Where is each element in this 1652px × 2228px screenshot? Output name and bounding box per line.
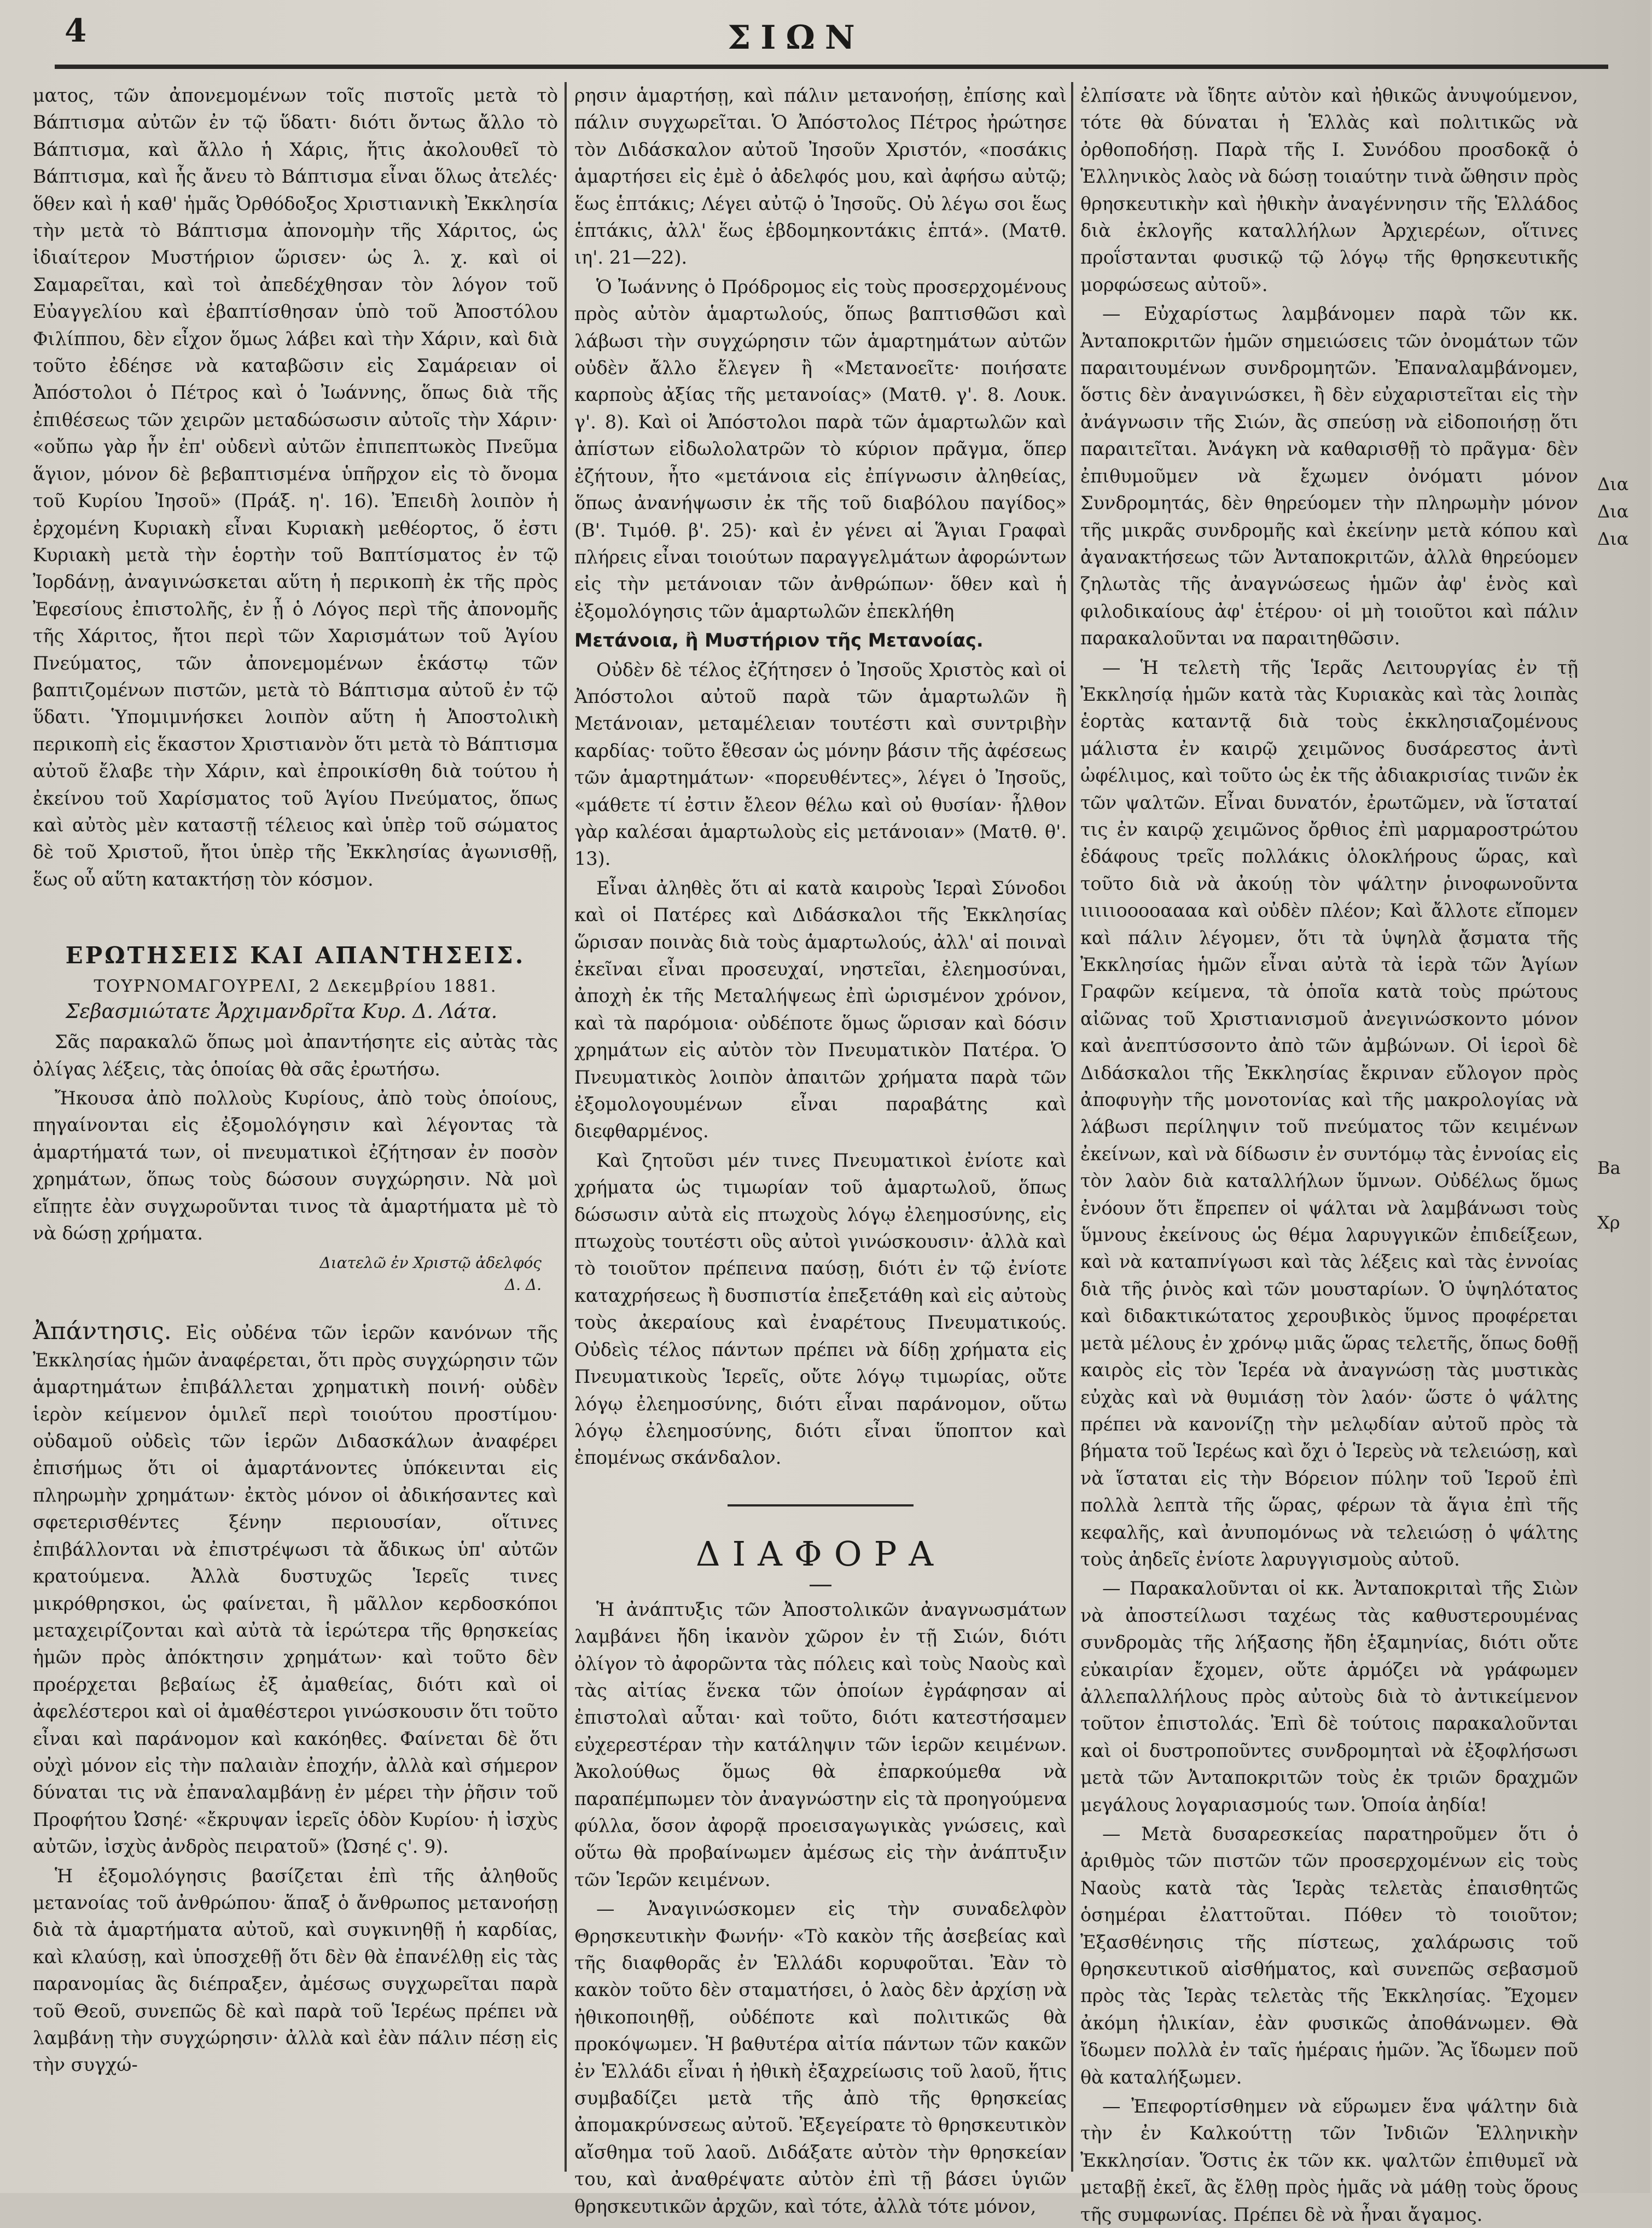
col2-paragraph-3: Οὐδὲν δὲ τέλος ἐζήτησεν ὁ Ἰησοῦς Χριστὸς καὶ οἱ Ἀπόστολοι αὐτοῦ παρὰ τῶν ἁμαρτωλῶν ἢ Μετάνοιαν, μεταμέλειαν τουτέστι καὶ συντριβὴν καρδίας· τοῦτο ἔθεσαν ὡς μόνην βάσιν τῆς ἀφέσεως τῶν ἁμαρτημάτων· «πορευθέντες», λέγει ὁ Ἰησοῦς, «μάθετε τί ἐστιν ἔλεον θέλω καὶ οὐ θυσίαν· ἦλθον γὰρ καλέσαι ἁμαρτωλοὺς εἰς μετάνοιαν» (Ματθ. θ'. 13). bbox=[574, 659, 1067, 870]
col3-paragraph-4: — Παρακαλοῦνται οἱ κκ. Ἀνταποκριταὶ τῆς Σιὼν νὰ ἀποστείλωσι ταχέως τὰς καθυστερουμένας συνδρομὰς τῆς λήξασης ἤδη ἑξαμηνίας, διότι οὔτε εὐκαιρίαν ἔχομεν, οὔτε ἁρμόζει νὰ γράφωμεν ἀλλεπαλλήλους πρὸς αὐτοὺς διὰ τὸ ἀντικείμενον τοῦτον ἐπιστολάς. Ἐπὶ δὲ τούτοις παρακαλοῦνται καὶ οἱ δυστροποῦντες συνδρομηταὶ νὰ ἐξοφλήσωσι μετὰ τῶν Ἀνταποκριτῶν τοὺς ἐκ τριῶν δραχμῶν μεγάλους λογαριασμούς των. Ὁποία ἀηδία! bbox=[1080, 1578, 1578, 1816]
journal-title: ΣΙΩΝ bbox=[728, 19, 865, 57]
qa-section-title: ΕΡΩΤΗΣΕΙΣ ΚΑΙ ΑΠΑΝΤΗΣΕΙΣ. bbox=[65, 942, 526, 969]
column-2 bbox=[574, 82, 1067, 2217]
col2-paragraph-2: Ὁ Ἰωάννης ὁ Πρόδρομος εἰς τοὺς προσερχομένους πρὸς αὐτὸν ἁμαρτωλούς, ὅπως βαπτισθῶσι καὶ λάβωσι τὴν συγχώρησιν τῶν ἁμαρτημάτων αὐτῶν οὐδὲν ἄλλο ἔλεγεν ἢ «Μετανοεῖτε· ποιήσατε καρποὺς ἀξίας τῆς μετανοίας» (Ματθ. γ'. 8. Λουκ. γ'. 8). Καὶ οἱ Ἀπόστολοι παρὰ τῶν ἁμαρτωλῶν καὶ ἀπίστων εἰδωλολατρῶν τὸ κύριον πρᾶγμα, ὅπερ ἐζήτουν, ἦτο «μετάνοια εἰς ἐπίγνωσιν ἀληθείας, ὅπως ἀνανήψωσιν ἐκ τῆς τοῦ διαβόλου παγίδος» (Β'. Τιμόθ. β'. 25)· καὶ ἐν γένει αἱ Ἅγιαι Γραφαὶ πλήρεις εἶναι τοιούτων παραγγελμάτων ἀφορώντων εἰς τὴν μετάνοιαν τῶν ἀνθρώπων· ὅθεν καὶ ἡ ἐξομολόγησις τῶν ἁμαρτωλῶν ἐπεκλήθη bbox=[574, 276, 1067, 622]
letter-signature bbox=[33, 1252, 542, 1296]
question-paragraph-1: Σᾶς παρακαλῶ ὅπως μοὶ ἀπαντήσητε εἰς αὐτὰς τὰς ὀλίγας λέξεις, τὰς ὁποίας θὰ σᾶς ἐρωτήσω. bbox=[33, 1031, 558, 1080]
col2-paragraph-6: Ἡ ἀνάπτυξις τῶν Ἀποστολικῶν ἀναγνωσμάτων λαμβάνει ἤδη ἱκανὸν χῶρον ἐν τῇ Σιών, διότι ὀλίγον τὸ ἀφορῶντα τὰς πόλεις καὶ τοὺς Ναοὺς καὶ τὰς αἰτίας ἕνεκα τῶν ὁποίων ἐγράφησαν αἱ ἐπιστολαὶ αὗται· καὶ τοῦτο, διότι κατεστήσαμεν εὐχερεστέραν τὴν κατάληψιν τῶν ἱερῶν κειμένων. Ἀκολούθως ὅμως θὰ ἐπαρκούμεθα νὰ παραπέμπωμεν τὸν ἀναγνώστην εἰς τὰ προηγούμενα φύλλα, ὅσον ἀφορᾷ προεισαγωγικὰς γνώσεις, καὶ οὕτω θὰ προβαίνωμεν ἀμέσως εἰς τὴν ἀνάπτυξιν τῶν Ἱερῶν κειμένων. bbox=[574, 1598, 1067, 1890]
edge-fragment: Δια bbox=[1597, 474, 1629, 495]
signature-line-1: Διατελῶ ἐν Χριστῷ ἀδελφός bbox=[319, 1254, 542, 1272]
answer-lead: Ἀπάντησις. bbox=[33, 1317, 172, 1346]
section-separator bbox=[728, 1504, 914, 1506]
answer-paragraph-1 bbox=[33, 1318, 558, 1860]
col3-paragraph-3: — Ἡ τελετὴ τῆς Ἱερᾶς Λειτουργίας ἐν τῇ Ἐκκλησίᾳ ἡμῶν κατὰ τὰς Κυριακὰς καὶ τὰς λοιπὰς ἑορτὰς καταντᾷ διὰ τοὺς ἐκκλησιαζομένους μάλιστα ἐν καιρῷ χειμῶνος δυσάρεστος ἀντὶ ὠφέλιμος, καὶ τοῦτο ὡς ἐκ τῆς ἀδιακρισίας τινῶν ἐκ τῶν ψαλτῶν. Εἶναι δυνατόν, ἐρωτῶμεν, νὰ ἵσταταί τις ἐν καιρῷ χειμῶνος ὄρθιος ἐπὶ μαρμαροστρώτου ἐδάφους τρεῖς πολλάκις ὁλοκλήρους ὥρας, καὶ τοῦτο διὰ νὰ ἀκούῃ τὸν ψάλτην ῥινοφωνοῦντα ιιιιιοοοοαααα καὶ οὐδὲν πλέον; Καὶ ἄλλοτε εἴπομεν καὶ πάλιν λέγομεν, ὅτι τὰ ὑψηλὰ ᾄσματα τῆς Ἐκκλησίας ἡμῶν εἶναι αὐτὰ τὰ ἱερὰ τῶν Ἁγίων Γραφῶν κείμενα, τὰ ὁποῖα κατὰ τοὺς πρώτους αἰῶνας τοῦ Χριστιανισμοῦ ἀνεγινώσκοντο μόνον καὶ ἀνεπτύσσοντο ἀπὸ τῶν ἀμβώνων. Οἱ ἱεροὶ δὲ Διδάσκαλοι τῆς Ἐκκλησίας ἔκριναν εὔλογον πρὸς ἀποφυγὴν τῆς μονοτονίας καὶ τῆς μακρολογίας νὰ λάβωσι περίληψιν τοῦ πνεύματος τῶν κειμένων ἐκείνων, καὶ νὰ δίδωσιν ἐν συντόμῳ τὰς ἐννοίας εἰς τὸν λαὸν διὰ καταλλήλων ὕμνων. Οὐδέλως ὅμως ἐνόουν ὅτι ἔπρεπεν οἱ ψάλται νὰ λαμβάνωσι τοὺς ὕμνους ἐκείνους ὡς θέμα λαρυγγικῶν ἐπιδείξεων, καὶ νὰ καταπνίγωσι καὶ τὰς λέξεις καὶ τὰς ἐννοίας διὰ τῆς ῥινὸς καὶ τῶν μουσταρίων. Ὁ ὑψηλότατος καὶ διδακτικώτατος χερουβικὸς ὕμνος προφέρεται μετὰ μέλους ἐν χρόνῳ μιᾶς ὥρας τελετῆς, ὅπως δοθῇ καιρὸς εἰς τὸν Ἱερέα νὰ ἀναγνώσῃ τὰς μυστικὰς εὐχὰς καὶ νὰ θυμιάσῃ τὸν λαόν· ὥστε ὁ ψάλτης πρέπει νὰ κανονίζῃ τὴν μελῳδίαν αὐτοῦ πρὸς τὰ βήματα τοῦ Ἱερέως καὶ ὄχι ὁ Ἱερεὺς νὰ τελειώσῃ, καὶ νὰ ἵσταται εἰς τὴν Βόρειον πύλην τοῦ Ἱεροῦ ἐπὶ πολλὰ λεπτὰ τῆς ὥρας, φέρων τὰ ἅγια ἐπὶ τῆς κεφαλῆς, καὶ ἀνυπομόνως νὰ τελειώσῃ ὁ ψάλτης τοὺς ἀηδεῖς ἐνίοτε λαρυγγισμοὺς αὐτοῦ. bbox=[1080, 656, 1578, 1570]
letter-salutation: Σεβασμιώτατε Ἀρχιμανδρῖτα Κυρ. Δ. Λάτα. bbox=[66, 1000, 498, 1023]
edge-fragment: Ba bbox=[1597, 1157, 1621, 1178]
edge-fragment: Xρ bbox=[1597, 1212, 1620, 1233]
col2-paragraph-1: ρησιν ἁμαρτήσῃ, καὶ πάλιν μετανοήσῃ, ἐπίσης καὶ πάλιν συγχωρεῖται. Ὁ Ἀπόστολος Πέτρος ἠρώτησε τὸν Διδάσκαλον αὐτοῦ Ἰησοῦν Χριστόν, «ποσάκις ἁμαρτήσει εἰς ἐμὲ ὁ ἀδελφός μου, καὶ ἀφήσω αὐτῷ; ἕως ἑπτάκις; Λέγει αὐτῷ ὁ Ἰησοῦς. Οὐ λέγω σοι ἕως ἑπτάκις, ἀλλ' ἕως ἑβδομηκοντάκις ἑπτά». (Ματθ. ιη'. 21—22). bbox=[574, 85, 1067, 269]
answer-text-1: Εἰς οὐδένα τῶν ἱερῶν κανόνων τῆς Ἐκκλησίας ἡμῶν ἀναφέρεται, ὅτι πρὸς συγχώρησιν τῶν ἁμαρτημάτων ἐπιβάλλεται χρηματικὴ ποινή· οὐδὲν ἱερὸν κείμενον ὁμιλεῖ περὶ τοιούτου προστίμου· οὐδαμοῦ οὐδεὶς τῶν ἱερῶν Διδασκάλων ἀναφέρει ἐπισήμως ὅτι οἱ ἁμαρτάνοντες ὑπόκεινται εἰς πληρωμὴν χρημάτων· ἐκτὸς μόνον οἱ ἀδικήσαντες καὶ σφετερισθέντες ξένην περιουσίαν, οἵτινες ἐπιβάλλονται νὰ ἐπιστρέψωσι τὰ ἄδικως ὑπ' αὐτῶν κρατούμενα. Ἀλλὰ δυστυχῶς Ἱερεῖς τινες μικρόθρησκοι, ὡς φαίνεται, ἢ μᾶλλον κερδοσκόποι μεταχειρίζονται καὶ αὐτὰ τὰ ἱερώτερα τῆς θρησκείας ἡμῶν πρὸς ἀπόκτησιν χρημάτων· καὶ τοῦτο δὲν προέρχεται βεβαίως ἐξ ἀμαθείας, διότι καὶ οἱ ἀφελέστεροι καὶ οἱ ἀμαθέστεροι γινώσκουσιν ὅτι τοῦτο εἶναι καὶ παράνομον καὶ κακόηθες. Φαίνεται δὲ ὅτι οὐχὶ μόνον εἰς τὴν παλαιὰν ἐποχήν, ἀλλὰ καὶ σήμερον δύναται τις νὰ ἐπαναλαμβάνῃ ἐν μέρει τὴν ῥῆσιν τοῦ Προφήτου Ὠσηέ· «ἔκρυψαν ἱερεῖς ὁδὸν Κυρίου· ἡ ἰσχὺς αὐτῶν, ἰσχὺς ἀνδρὸς πειρατοῦ» (Ὠσηέ ς'. 9). bbox=[33, 1322, 558, 1858]
column-divider-1 bbox=[565, 82, 567, 2172]
question-paragraph-2: Ἤκουσα ἀπὸ πολλοὺς Κυρίους, ἀπὸ τοὺς ὁποίους, πηγαίνονται εἰς ἐξομολόγησιν καὶ λέγοντας τὰ ἁμαρτήματά των, οἱ πνευματικοὶ ἐζήτησαν ἐν ποσὸν χρημάτων, ὅπως τοὺς δώσουν συγχώρησιν. Νὰ μοὶ εἴπῃτε ἐὰν συγχωροῦνται τινος τὰ ἁμαρτήματα μὲ τὸ νὰ δώσῃ χρήματα. bbox=[33, 1087, 558, 1244]
col1-paragraph-1: ματος, τῶν ἀπονεμομένων τοῖς πιστοῖς μετὰ τὸ Βάπτισμα αὐτῶν ἐν τῷ ὕδατι· διότι ὄντως ἄλλο τὸ Βάπτισμα, καὶ ἄλλο ἡ Χάρις, ἥτις ἀκολουθεῖ τὸ Βάπτισμα, καὶ ἧς ἄνευ τὸ Βάπτισμα εἶναι ὅλως ἀτελές· ὅθεν καὶ ἡ καθ' ἡμᾶς Ὀρθόδοξος Χριστιανικὴ Ἐκκλησία τὴν μετὰ τὸ Βάπτισμα ἀπονομὴν τῆς Χάριτος, ὡς ἰδιαίτερον Μυστήριον ὥρισεν· ὡς λ. χ. καὶ οἱ Σαμαρεῖται, καὶ τοὶ ἀπεδέχθησαν τὸν λόγον τοῦ Εὐαγγελίου καὶ ἐβαπτίσθησαν ὑπὸ τοῦ Ἀποστόλου Φιλίππου, δὲν εἶχον ὅμως λάβει καὶ τὴν Χάριν, καὶ διὰ τοῦτο ἐδέησε νὰ καταβῶσιν εἰς Σαμάρειαν οἱ Ἀπόστολοι ὁ Πέτρος καὶ ὁ Ἰωάννης, ὅπως διὰ τῆς ἐπιθέσεως τῶν χειρῶν μεταδώσωσιν αὐτοῖς τὴν Χάριν· «οὔπω γὰρ ἦν ἐπ' οὐδενὶ αὐτῶν ἐπιπεπτωκὸς Πνεῦμα ἅγιον, μόνον δὲ βεβαπτισμένα ὑπῆρχον εἰς τὸ ὄνομα τοῦ Κυρίου Ἰησοῦ» (Πράξ. η'. 16). Ἐπειδὴ λοιπὸν ἡ ἐρχομένη Κυριακὴ εἶναι Κυριακὴ μεθέορτος, ὅ ἐστι Κυριακὴ μετὰ τὴν ἑορτὴν τοῦ Βαπτίσματος ἐν τῷ Ἰορδάνῃ, ἀναγινώσκεται αὕτη ἡ περικοπὴ ἐκ τῆς πρὸς Ἐφεσίους ἐπιστολῆς, ἐν ᾗ ὁ Λόγος περὶ τῆς ἀπονομῆς τῆς Χάριτος, ἤτοι περὶ τῶν Χαρισμάτων τοῦ Ἁγίου Πνεύματος, τῶν ἀπονεμομένων ἑκάστῳ τῶν βαπτιζομένων πιστῶν, μετὰ τὸ Βάπτισμα αὐτοῦ ἐν τῷ ὕδατι. Ὑπομιμνήσκει λοιπὸν αὕτη ἡ Ἀποστολικὴ περικοπὴ εἰς ἕκαστον Χριστιανὸν ὅτι μετὰ τὸ Βάπτισμα αὐτοῦ ἔλαβε τὴν Χάριν, καὶ ἐπροικίσθη διὰ τούτου ἡ ἐκείνου τοῦ Χαρίσματος τοῦ Ἁγίου Πνεύματος, ὅπως καὶ αὐτὸς μὲν καταστῇ τέλειος καὶ ὑπὲρ τοῦ σώματος δὲ τοῦ Χριστοῦ, ἤτοι ὑπὲρ τῆς Ἐκκλησίας ἀγωνισθῇ, ἕως οὗ αὕτη κατακτήσῃ τὸν κόσμον. bbox=[33, 85, 558, 890]
column-1 bbox=[33, 82, 558, 2177]
col3-paragraph-6: — Ἐπεφορτίσθημεν νὰ εὕρωμεν ἕνα ψάλτην διὰ τὴν ἐν Καλκούττῃ τῶν Ἰνδιῶν Ἑλληνικὴν Ἐκκλησίαν. Ὅστις ἐκ τῶν κκ. ψαλτῶν ἐπιθυμεῖ νὰ μεταβῇ ἐκεῖ, ἂς ἔλθῃ πρὸς ἡμᾶς νὰ μάθῃ τοὺς ὅρους τῆς συμφωνίας. Πρέπει δὲ νὰ ἦναι ἄγαμος. bbox=[1080, 2096, 1578, 2225]
col3-paragraph-5: — Μετὰ δυσαρεσκείας παρατηροῦμεν ὅτι ὁ ἀριθμὸς τῶν πιστῶν τῶν προσερχομένων εἰς τοὺς Ναοὺς κατὰ τὰς Ἱερὰς τελετὰς ἐπαισθητῶς ὁσημέραι ἐλαττοῦται. Πόθεν τὸ τοιοῦτον; Ἐξασθένησις τῆς πίστεως, χαλάρωσις τοῦ θρησκευτικοῦ αἰσθήματος, καὶ συνεπῶς σεβασμοῦ πρὸς τὰς Ἱερὰς τελετὰς τῆς Ἐκκλησίας. Ἔχομεν ἀκόμη ἡλικίαν, ἐὰν φυσικῶς ἀποθάνωμεν. Θὰ ἴδωμεν πολλὰ ἐν ταῖς ἡμέραις ἡμῶν. Ἂς ἴδωμεν ποῦ θὰ καταλήξωμεν. bbox=[1080, 1823, 1578, 2088]
diafora-section-title: ΔΙΑΦΟΡΑ bbox=[695, 1533, 946, 1574]
header-rule bbox=[55, 65, 1608, 69]
edge-fragment: Δια bbox=[1597, 501, 1629, 522]
col2-paragraph-4: Εἶναι ἀληθὲς ὅτι αἱ κατὰ καιροὺς Ἱεραὶ Σύνοδοι καὶ οἱ Πατέρες καὶ Διδάσκαλοι τῆς Ἐκκλησίας ὥρισαν ποινὰς διὰ τοὺς ἁμαρτωλούς, ἀλλ' αἱ ποιναὶ ἐκεῖναι εἶναι προσευχαί, νηστεῖαι, ἐλεημοσύναι, ἀποχὴ ἐκ τῆς Μεταλήψεως ἐπὶ ὡρισμένον χρόνον, καὶ τὰ παρόμοια· οὐδέποτε ὅμως ὥρισαν καὶ δόσιν χρημάτων εἰς αὐτὸν τὸν Πνευματικὸν Πατέρα. Ὁ Πνευματικὸς λοιπὸν ἀπαιτῶν χρήματα παρὰ τῶν ἐξομολογουμένων εἶναι παραβάτης καὶ διεφθαρμένος. bbox=[574, 877, 1067, 1142]
column-divider-2 bbox=[1071, 82, 1073, 2172]
column-3 bbox=[1080, 82, 1578, 2225]
col2-paragraph-7: — Ἀναγινώσκομεν εἰς τὴν συναδελφὸν Θρησκευτικὴν Φωνήν· «Τὸ κακὸν τῆς ἀσεβείας καὶ τῆς διαφθορᾶς ἐν Ἑλλάδι κορυφοῦται. Ἐὰν τὸ κακὸν τοῦτο δὲν σταματήσει, ὁ λαὸς δὲν ἀρχίσῃ νὰ ἠθικοποιηθῇ, οὐδέποτε καὶ πολιτικῶς θὰ προκόψωμεν. Ἡ βαθυτέρα αἰτία πάντων τῶν κακῶν ἐν Ἑλλάδι εἶναι ἡ ἠθικὴ ἐξαχρείωσις τοῦ λαοῦ, ἥτις συμβαδίζει μετὰ τῆς ἀπὸ τῆς θρησκείας ἀπομακρύνσεως αὐτοῦ. Ἐξεγείρατε τὸ θρησκευτικὸν αἴσθημα τοῦ λαοῦ. Διδάξατε αὐτὸν τὴν θρησκείαν του, καὶ ἀναθρέψατε αὐτὸν ἐπὶ τῇ βάσει ὑγιῶν θρησκευτικῶν ἀρχῶν, καὶ τότε, ἀλλὰ τότε μόνον, bbox=[574, 1898, 1067, 2217]
repentance-heading: Μετάνοια, ἢ Μυστήριον τῆς Μετανοίας. bbox=[574, 630, 984, 651]
edge-fragment: Δια bbox=[1597, 528, 1629, 549]
letter-dateline: ΤΟΥΡΝΟΜΑΓΟΥΡΕΛΙ, 2 Δεκεμβρίου 1881. bbox=[94, 976, 497, 997]
answer-paragraph-2: Ἡ ἐξομολόγησις βασίζεται ἐπὶ τῆς ἀληθοῦς μετανοίας τοῦ ἀνθρώπου· ἅπαξ ὁ ἄνθρωπος μετανοήσῃ διὰ τὰ ἁμαρτήματα αὐτοῦ, καὶ συγκινηθῇ ἡ καρδίας, καὶ κλαύσῃ, καὶ ὑποσχεθῇ ὅτι δὲν θὰ ἐπανέλθῃ εἰς τὰς παρανομίας ἃς διέπραξεν, ἀμέσως συγχωρεῖται παρὰ τοῦ Θεοῦ, συνεπῶς δὲ καὶ παρὰ τοῦ Ἱερέως πρέπει νὰ λαμβάνῃ τὴν συγχώρησιν· ἀλλὰ καὶ ἐὰν πάλιν πέσῃ εἰς τὴν συγχώ- bbox=[33, 1865, 558, 2076]
title-dash bbox=[810, 1585, 831, 1586]
col3-paragraph-2: — Εὐχαρίστως λαμβάνομεν παρὰ τῶν κκ. Ἀνταποκριτῶν ἡμῶν σημειώσεις τῶν ὀνομάτων τῶν παραιτουμένων συνδρομητῶν. Ἐπαναλαμβάνομεν, ὅστις δὲν ἀναγινώσκει, ἢ δὲν εὐχαριστεῖται εἰς τὴν ἀνάγνωσιν τῆς Σιών, ἂς σπεύσῃ νὰ εἰδοποιήσῃ ὅτι παραιτεῖται. Ἀνάγκη νὰ καθαρισθῇ τὸ πρᾶγμα· δὲν ἐπιθυμοῦμεν νὰ ἔχωμεν ὀνόματι μόνον Συνδρομητάς, δὲν θηρεύομεν τὴν πληρωμὴν μόνον τῆς μικρᾶς συνδρομῆς καὶ ἐκείνην μετὰ κόπου καὶ ἀγανακτήσεως τῶν Ἀνταποκριτῶν, ἀλλὰ θηρεύομεν ζηλωτὰς τῆς ἀναγνώσεως ἡμῶν ἀφ' ἑνὸς καὶ φιλοδικαίους ἀφ' ἑτέρου· οἱ μὴ τοιοῦτοι καὶ πάλιν παρακαλοῦνται να παραιτηθῶσιν. bbox=[1080, 303, 1578, 649]
page-number: 4 bbox=[65, 12, 87, 49]
adjacent-page-fragments bbox=[1597, 470, 1652, 1236]
signature-line-2: Δ. Δ. bbox=[504, 1276, 542, 1294]
col2-paragraph-5: Καὶ ζητοῦσι μέν τινες Πνευματικοὶ ἐνίοτε καὶ χρήματα ὡς τιμωρίαν τοῦ ἁμαρτωλοῦ, ὅπως δώσωσιν αὐτὰ εἰς πτωχοὺς λόγῳ ἐλεημοσύνης, εἰς πτωχοὺς τουτέστι οὓς αὐτοὶ γινώσκουσιν· ἀλλὰ καὶ τὸ τοιοῦτον πρέπεινα παύσῃ, διότι ἐν τῷ ἐνίοτε καταχρήσεως ἢ δυσπιστία ἐπεξετάθη καὶ εἰς αὐτοὺς τοὺς ἀκεραίους καὶ ἐναρέτους Πνευματικούς. Οὐδεὶς τέλος πάντων πρέπει νὰ δίδῃ χρήματα εἰς Πνευματικοὺς Ἱερεῖς, οὔτε λόγῳ τιμωρίας, οὔτε λόγῳ ἐλεημοσύνης, διότι εἶναι παράνομον, οὕτω λόγῳ ἐλεημοσύνης, διότι εἶναι ὕποπτον καὶ ἐπομένως σκάνδαλον. bbox=[574, 1149, 1067, 1469]
col3-paragraph-1: ἐλπίσατε νὰ ἴδητε αὐτὸν καὶ ἠθικῶς ἀνυψούμενον, τότε θὰ δύναται ἡ Ἑλλὰς καὶ πολιτικῶς νὰ ὀρθοποδήσῃ. Παρὰ τῆς Ι. Συνόδου προσδοκᾷ ὁ Ἑλληνικὸς λαὸς νὰ δώσῃ τοιαύτην τινὰ ὤθησιν πρὸς θρησκευτικὴν καὶ ἠθικὴν ἀναγέννησιν τῆς Ἑλλάδος διὰ ἐκλογῆς καταλλήλων Ἀρχιερέων, οἵτινες προΐστανται φυσικῷ τῷ λόγῳ τῆς θρησκευτικῆς μορφώσεως αὐτοῦ». bbox=[1080, 85, 1578, 295]
